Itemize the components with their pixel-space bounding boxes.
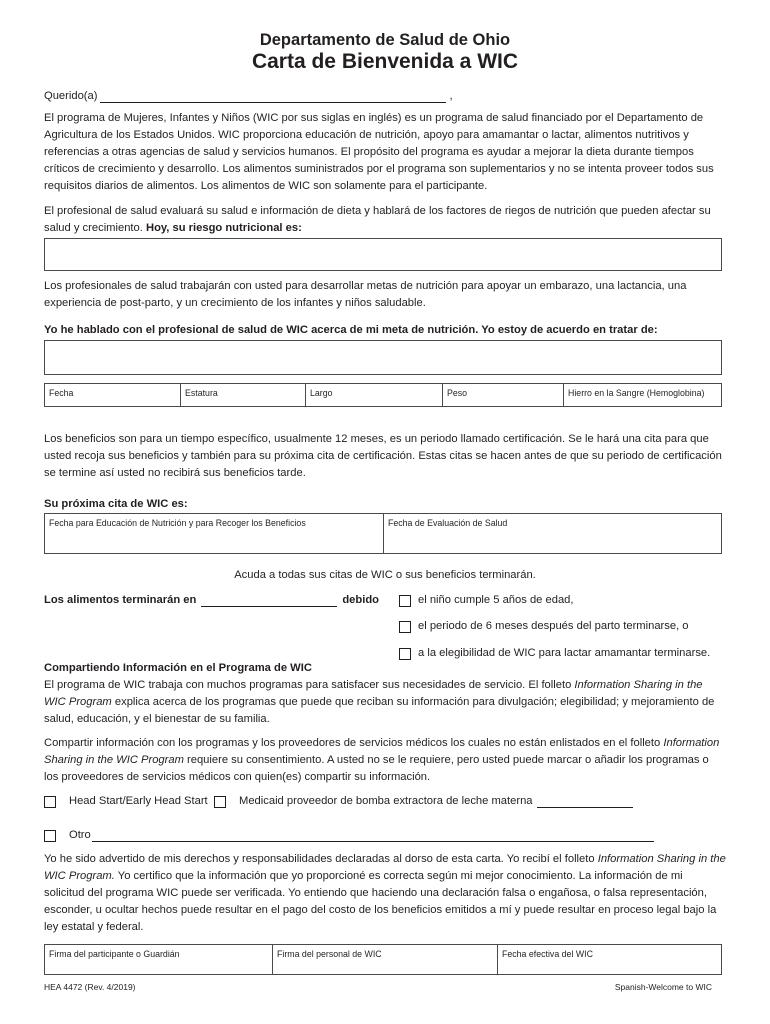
head-start-checkbox[interactable]	[44, 796, 56, 808]
benefits-end-line	[44, 592, 379, 609]
sharing-option-other	[44, 827, 654, 844]
measurement-height-field[interactable]	[184, 393, 302, 404]
measurement-cell-weight	[443, 384, 564, 406]
brochure-title: Information Sharing in the WIC Program	[44, 679, 703, 708]
signature-cell-participant	[45, 945, 273, 974]
medicaid-provider-field[interactable]	[537, 796, 633, 808]
measurement-label: Fecha	[49, 388, 74, 398]
text-segment: explica acerca de los programas que puede que reciban su información para divulgación; elegibilidad; y mejoramiento de salud, educación, y el bienestar de su familia.	[44, 696, 715, 725]
risk-prompt: Hoy, su riesgo nutricional es:	[145, 222, 302, 234]
appointment-cell-evaluation	[384, 514, 721, 553]
text-segment: El programa de WIC trabaja con muchos programas para satisfacer sus necesidades de servicio. El folleto	[44, 679, 575, 691]
medicaid-label: Medicaid proveedor de bomba extractora de leche materna	[239, 795, 533, 807]
attend-notice: Acuda a todas sus citas de WIC o sus beneficios terminarán.	[234, 569, 536, 581]
measurement-label: Hierro en la Sangre (Hemoglobina)	[568, 388, 705, 398]
sharing-paragraph-1	[44, 677, 726, 728]
letter-title: Carta de Bienvenida a WIC	[251, 50, 519, 73]
greeting-label: Querido(a)	[44, 90, 98, 102]
goals-paragraph: Los profesionales de salud trabajarán con usted para desarrollar metas de nutrición para apoyar un embarazo, una lactancia, una experiencia de post-parto, y un crecimiento de los infantes y niños saludable.	[44, 280, 687, 309]
nutrition-risk-field[interactable]	[44, 238, 722, 271]
evaluation-date-field[interactable]	[387, 540, 718, 551]
signature-label: Fecha efectiva del WIC	[502, 949, 593, 959]
appointment-cell-education	[45, 514, 384, 553]
text-segment: requiere su consentimiento. A usted no se le requiere, pero usted puede marcar o añadir los programas o los proveedores de servicios médicos con quien(es) compartir su información.	[44, 754, 709, 783]
signature-cell-effective-date	[498, 945, 721, 974]
reason-label: el periodo de 6 meses después del parto terminarse, o	[418, 620, 689, 632]
department-name: Departamento de Salud de Ohio	[259, 31, 511, 49]
measurement-cell-height	[181, 384, 306, 406]
medicaid-checkbox[interactable]	[214, 796, 226, 808]
greeting-comma: ,	[449, 90, 453, 102]
appointment-table	[44, 513, 722, 554]
reason-checkbox[interactable]	[399, 648, 411, 660]
reason-checkbox[interactable]	[399, 621, 411, 633]
text-segment: Yo he sido advertido de mis derechos y responsabilidades declaradas al dorso de esta carta. Yo recibí el folleto	[44, 853, 598, 865]
other-program-field[interactable]	[92, 830, 654, 842]
nutrition-goal-field[interactable]	[44, 340, 722, 375]
text-segment: Yo certifico que la información que yo proporcioné es correcta según mi mejor conocimiento. La información de mi solicitud del programa WIC puede ser verificada. Yo entiendo que haciendo una declaración falsa o engañosa, o falsa representación, esconder, u ocultar hechos puede resultar en el pago del costo de los beneficios emitidos a mí y puede resultar en proceso legal bajo la ley estatal y federal.	[44, 870, 717, 933]
measurement-label: Peso	[447, 388, 468, 398]
risk-paragraph	[44, 203, 726, 237]
measurements-table	[44, 383, 722, 407]
form-name: Spanish-Welcome to WIC	[614, 982, 712, 992]
appointment-label: Fecha de Evaluación de Salud	[388, 518, 508, 528]
signature-label: Firma del personal de WIC	[277, 949, 382, 959]
measurement-date-field[interactable]	[48, 393, 177, 404]
measurement-label: Estatura	[185, 388, 218, 398]
reason-item	[399, 645, 710, 662]
signature-cell-staff	[273, 945, 498, 974]
risk-text: El profesional de salud evaluará su salud e información de dieta y hablará de los factores de riegos de nutrición que pueden afectar su salud y crecimiento.	[44, 205, 711, 234]
measurement-cell-length	[306, 384, 443, 406]
effective-date-field[interactable]	[501, 961, 718, 972]
education-date-field[interactable]	[48, 540, 380, 551]
recipient-name-field[interactable]	[100, 91, 446, 103]
sharing-option-head-start	[44, 793, 208, 810]
reason-item	[399, 618, 689, 635]
next-appointment-heading: Su próxima cita de WIC es:	[44, 498, 188, 510]
benefits-end-date-field[interactable]	[201, 595, 337, 607]
measurement-weight-field[interactable]	[446, 393, 560, 404]
other-checkbox[interactable]	[44, 830, 56, 842]
other-label: Otro	[69, 829, 91, 841]
head-start-label: Head Start/Early Head Start	[69, 795, 208, 807]
brochure-title: Information Sharing in the WIC Program.	[44, 853, 726, 882]
signature-table	[44, 944, 722, 975]
benefits-end-label: Los alimentos terminarán en	[44, 594, 197, 606]
reason-item	[399, 592, 574, 609]
reason-checkbox[interactable]	[399, 595, 411, 607]
because-label: debido	[342, 594, 379, 606]
text-segment: Compartir información con los programas y los proveedores de servicios médicos los cuales no están enlistados en el folleto	[44, 737, 664, 749]
measurement-hemoglobin-field[interactable]	[567, 393, 718, 404]
form-number: HEA 4472 (Rev. 4/2019)	[44, 982, 136, 992]
measurement-cell-hemoglobin	[564, 384, 721, 406]
sharing-heading: Compartiendo Información en el Programa de WIC	[44, 662, 312, 674]
sharing-paragraph-2	[44, 735, 726, 786]
measurement-length-field[interactable]	[309, 393, 439, 404]
sharing-option-medicaid	[214, 793, 633, 810]
certification-paragraph: Los beneficios son para un tiempo específico, usualmente 12 meses, es un periodo llamado certificación. Se le hará una cita para que usted recoja sus beneficios y también para su próxima cita de certificación. Estas citas se hacen antes de que su periodo de certificación se termine así usted no recibirá sus beneficios tarde.	[44, 433, 722, 479]
signature-label: Firma del participante o Guardián	[49, 949, 180, 959]
goals-prompt: Yo he hablado con el profesional de salud de WIC acerca de mi meta de nutrición. Yo estoy de acuerdo en tratar de:	[44, 324, 658, 336]
measurement-cell-date	[45, 384, 181, 406]
reason-label: a la elegibilidad de WIC para lactar amamantar terminarse.	[418, 647, 711, 659]
measurement-label: Largo	[310, 388, 333, 398]
brochure-title: Information Sharing in the WIC Program	[44, 737, 720, 766]
appointment-label: Fecha para Educación de Nutrición y para Recoger los Beneficios	[49, 518, 306, 528]
greeting-line	[44, 88, 453, 105]
intro-paragraph: El programa de Mujeres, Infantes y Niños (WIC por sus siglas en inglés) es un programa de salud financiado por el Departamento de Agricultura de los Estados Unidos. WIC proporciona educación de nutrición, apoyo para amamantar o lactar, alimentos nutritivos y referencias a otras agencias de salud y servicios humanos. El propósito del programa es ayudar a mejorar la dieta durante tiempos críticos de crecimiento y desarrollo. Los alimentos suministrados por el programa son suplementarios y no se intenta proveer todos sus requisitos diarios de alimentos. Los alimentos de WIC son solamente para el participante.	[44, 112, 714, 192]
reason-label: el niño cumple 5 años de edad,	[418, 594, 574, 606]
staff-signature-field[interactable]	[276, 961, 494, 972]
participant-signature-field[interactable]	[48, 961, 269, 972]
declaration-paragraph	[44, 851, 726, 936]
